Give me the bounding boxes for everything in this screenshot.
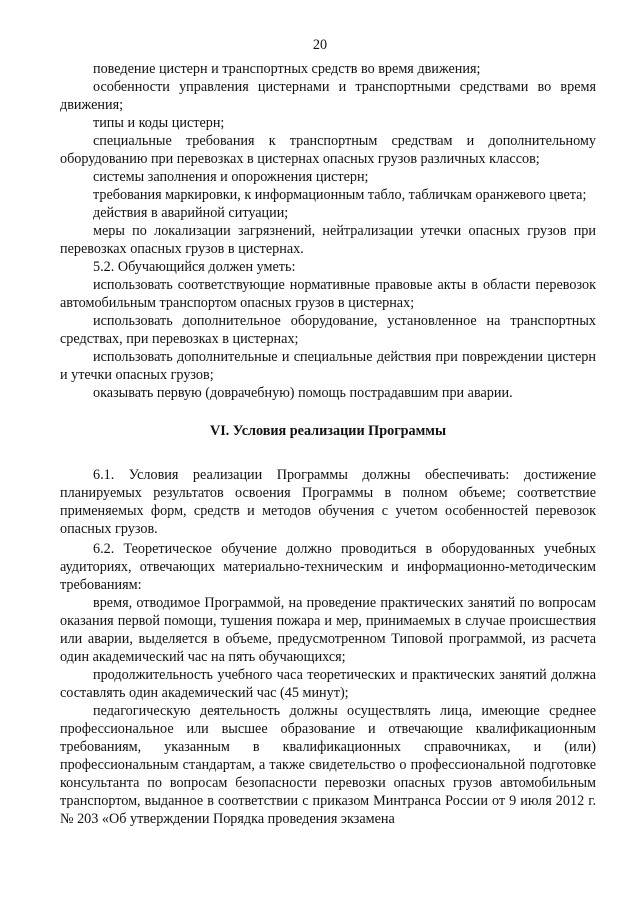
list-item: меры по локализации загрязнений, нейтрализации утечки опасных грузов при перевозках опасных грузов в цистернах. bbox=[60, 223, 596, 257]
list-item: типы и коды цистерн; bbox=[93, 115, 225, 131]
page-number: 20 bbox=[312, 37, 328, 53]
list-item: требования маркировки, к информационным табло, табличкам оранжевого цвета; bbox=[93, 187, 587, 203]
list-item: действия в аварийной ситуации; bbox=[93, 205, 289, 221]
paragraph-6-2: 6.2. Теоретическое обучение должно проводиться в оборудованных учебных аудиториях, отвечающих материально-техническим и информационно-методическим требованиям: bbox=[60, 541, 596, 593]
list-item: время, отводимое Программой, на проведение практических занятий по вопросам оказания первой помощи, тушения пожара и мер, принимаемых в случае происшествия или аварии, выделяется в объеме, предусмотренном Типовой программой, из расчета один академический час на пять обучающихся; bbox=[60, 595, 596, 665]
list-item: специальные требования к транспортным средствам и дополнительному оборудованию при перевозках в цистернах опасных грузов различных классов; bbox=[60, 133, 596, 167]
section-heading: VI. Условия реализации Программы bbox=[209, 423, 447, 439]
list-item: системы заполнения и опорожнения цистерн; bbox=[93, 169, 369, 185]
list-item: использовать дополнительное оборудование, установленное на транспортных средствах, при перевозках в цистернах; bbox=[60, 313, 596, 347]
list-item: особенности управления цистернами и транспортными средствами во время движения; bbox=[60, 79, 596, 113]
list-item: педагогическую деятельность должны осуществлять лица, имеющие среднее профессиональное или высшее образование и отвечающие квалификационным требованиям, указанным в квалификационных справочниках, и (или) профессиональным стандартам, а также свидетельство о профессиональной подготовке консультанта по вопросам безопасности перевозки опасных грузов автомобильным транспортом, выданное в соответствии с приказом Минтранса России от 9 июля 2012 г. № 203 «Об утверждении Порядка проведения экзамена bbox=[60, 703, 596, 827]
list-item: продолжительность учебного часа теоретических и практических занятий должна составлять один академический час (45 минут); bbox=[60, 667, 596, 701]
page-content bbox=[60, 60, 596, 828]
list-item: использовать дополнительные и специальные действия при повреждении цистерн и утечки опасных грузов; bbox=[60, 349, 596, 383]
subsection-5-2-intro: 5.2. Обучающийся должен уметь: bbox=[93, 259, 296, 275]
list-item: использовать соответствующие нормативные правовые акты в области перевозок автомобильным транспортом опасных грузов в цистернах; bbox=[60, 277, 596, 311]
list-item: поведение цистерн и транспортных средств во время движения; bbox=[93, 61, 481, 77]
paragraph-6-1: 6.1. Условия реализации Программы должны обеспечивать: достижение планируемых результатов освоения Программы в полном объеме; соответствие применяемых форм, средств и методов обучения с учетом особенностей перевозок опасных грузов. bbox=[60, 467, 596, 537]
list-item: оказывать первую (доврачебную) помощь пострадавшим при аварии. bbox=[93, 385, 513, 401]
